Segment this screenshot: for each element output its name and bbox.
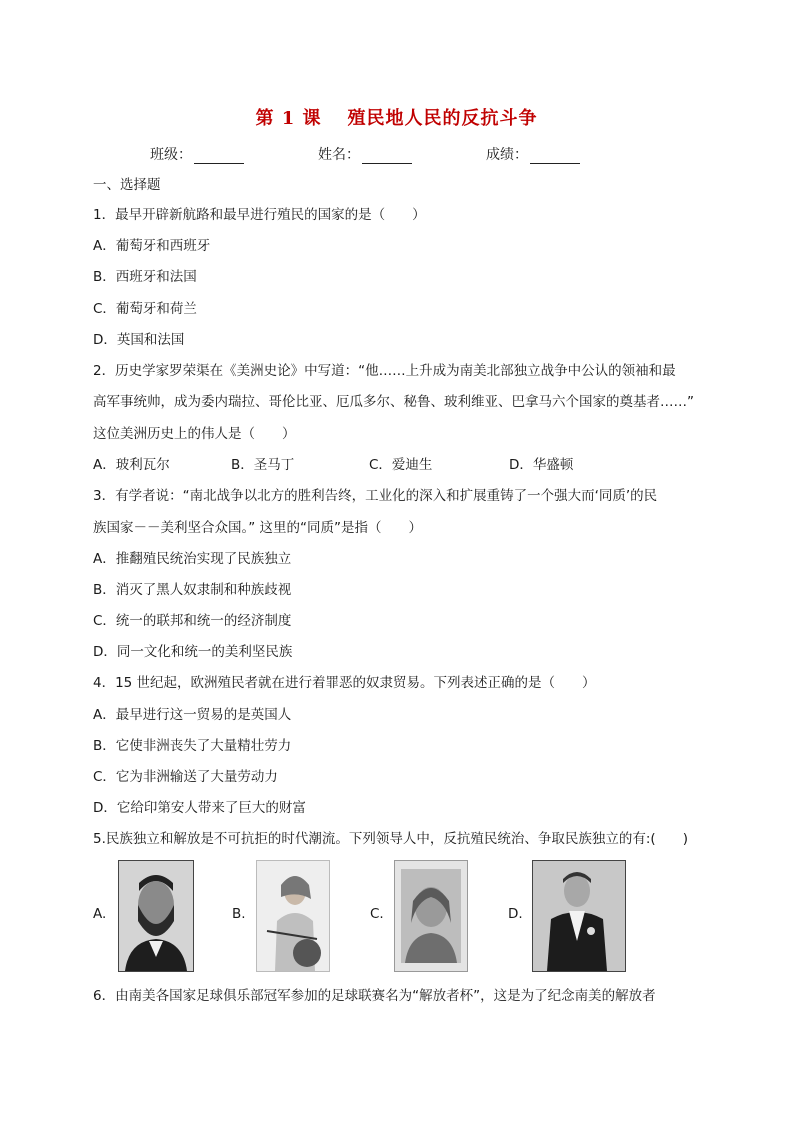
q4-option-a: A．最早进行这一贸易的是英国人 (93, 707, 292, 723)
score-blank[interactable] (530, 149, 580, 164)
q3-option-b: B．消灭了黑人奴隶制和种族歧视 (93, 582, 292, 598)
q5-option-c-label: C. (370, 906, 384, 922)
q3-stem-line-2: 族国家－－美利坚合众国。” 这里的“同质”是指（ ） (93, 520, 423, 536)
class-field: 班级： (150, 144, 244, 164)
q2-option-a: A．玻利瓦尔 (93, 457, 170, 473)
portrait-a-image (118, 860, 194, 972)
q2-stem-line-3: 这位美洲历史上的伟人是（ ） (93, 426, 296, 442)
portrait-c-image (394, 860, 468, 972)
q3-option-a: A．推翻殖民统治实现了民族独立 (93, 551, 292, 567)
section-heading: 一、选择题 (93, 177, 161, 193)
page-title (0, 104, 793, 130)
lesson-name: 殖民地人民的反抗斗争 (347, 108, 538, 129)
lesson-number: 第 1 课 (255, 108, 322, 129)
q5-option-d-label: D. (508, 906, 523, 922)
q1-stem: 1．最早开辟新航路和最早进行殖民的国家的是（ ） (93, 207, 426, 223)
q6-stem: 6．由南美各国家足球俱乐部冠军参加的足球联赛名为“解放者杯”，这是为了纪念南美的解放者 (93, 988, 656, 1004)
class-blank[interactable] (194, 149, 244, 164)
q5-option-b-label: B. (232, 906, 246, 922)
portrait-b-image (256, 860, 330, 972)
q5-stem: 5.民族独立和解放是不可抗拒的时代潮流。下列领导人中，反抗殖民统治、争取民族独立的有:( ) (93, 831, 688, 847)
q1-option-c: C．葡萄牙和荷兰 (93, 301, 197, 317)
q3-option-c: C．统一的联邦和统一的经济制度 (93, 613, 292, 629)
q1-option-b: B．西班牙和法国 (93, 269, 197, 285)
q2-option-c: C．爱迪生 (369, 457, 433, 473)
q1-option-d: D．英国和法国 (93, 332, 185, 348)
q2-option-b: B．圣马丁 (231, 457, 295, 473)
q4-option-c: C．它为非洲输送了大量劳动力 (93, 769, 278, 785)
q3-stem-line-1: 3．有学者说：“南北战争以北方的胜利告终，工业化的深入和扩展重铸了一个强大而‘同质’的民 (93, 488, 658, 504)
q3-option-d: D．同一文化和统一的美利坚民族 (93, 644, 293, 660)
q2-stem-line-1: 2．历史学家罗荣渠在《美洲史论》中写道：“他……上升成为南美北部独立战争中公认的领袖和最 (93, 363, 676, 379)
q4-stem: 4．15 世纪起，欧洲殖民者就在进行着罪恶的奴隶贸易。下列表述正确的是（ ） (93, 675, 596, 691)
name-blank[interactable] (362, 149, 412, 164)
q5-option-a-label: A. (93, 906, 107, 922)
q4-option-d: D．它给印第安人带来了巨大的财富 (93, 800, 306, 816)
q4-option-b: B．它使非洲丧失了大量精壮劳力 (93, 738, 292, 754)
q1-option-a: A．葡萄牙和西班牙 (93, 238, 211, 254)
q2-stem-line-2: 高军事统帅，成为委内瑞拉、哥伦比亚、厄瓜多尔、秘鲁、玻利维亚、巴拿马六个国家的奠基者……” (93, 394, 694, 410)
q2-option-d: D．华盛顿 (509, 457, 574, 473)
portrait-d-image (532, 860, 626, 972)
name-field: 姓名： (318, 144, 412, 164)
score-field: 成绩： (486, 144, 580, 164)
